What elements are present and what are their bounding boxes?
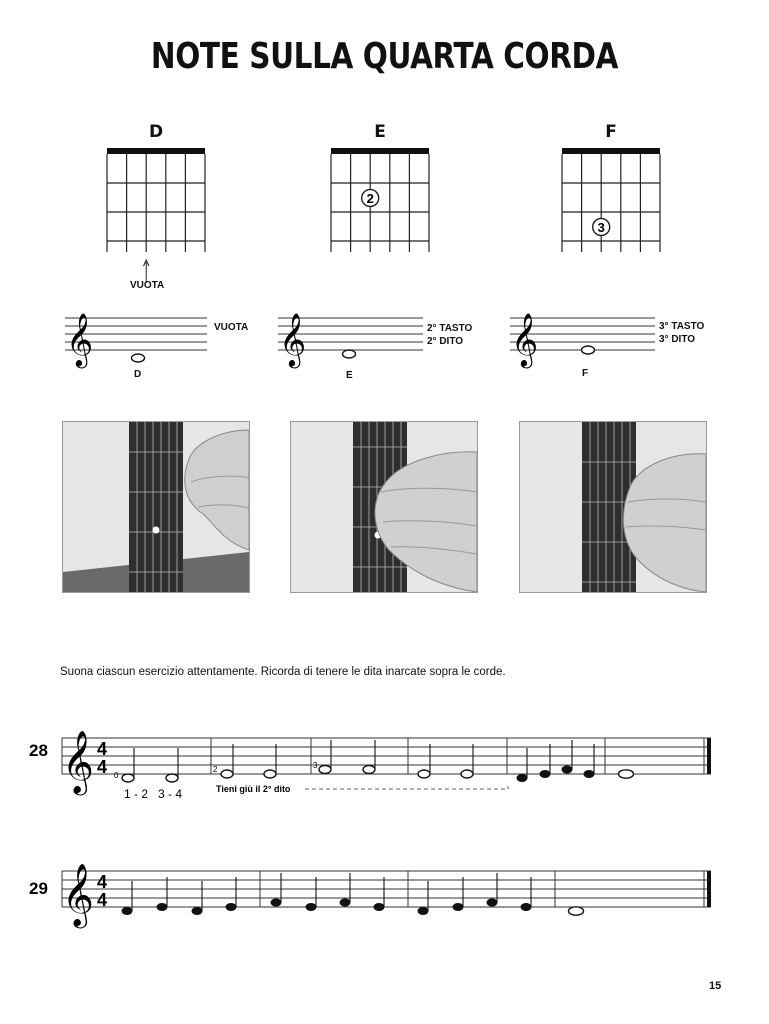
- note-head: [306, 903, 317, 911]
- finger-number: 3: [597, 220, 605, 235]
- note-head: [271, 899, 282, 907]
- treble-clef-icon: 𝄞: [62, 865, 94, 925]
- chord-diagrams: [0, 140, 769, 300]
- note-head: [453, 903, 464, 911]
- exercise-number: 29: [29, 879, 48, 898]
- treble-clef-icon: 𝄞: [62, 732, 94, 792]
- note-head: [132, 354, 145, 362]
- treble-clef-icon: 𝄞: [279, 313, 307, 365]
- note-head: [343, 350, 356, 358]
- note-head: [418, 907, 429, 915]
- staff-label-d: VUOTA: [214, 322, 249, 333]
- note-head: [166, 774, 178, 782]
- page-title: NOTE SULLA QUARTA CORDA: [150, 36, 619, 77]
- note-staves: [0, 310, 769, 390]
- note-head: [319, 766, 331, 774]
- note-head: [157, 903, 168, 911]
- hold-instruction: Tieni giù il 2° dito: [216, 784, 291, 794]
- exercise-29-staff: [0, 845, 769, 935]
- finger-mark-open: 0: [114, 771, 119, 780]
- exercise-28-staff: [0, 710, 769, 830]
- staff-label-f-fret: 3° TASTO: [659, 321, 705, 332]
- chord-diagram-d: [107, 148, 205, 283]
- photo-d-open-string: [62, 421, 250, 593]
- instructions-text: Suona ciascun esercizio attentamente. Ricorda di tenere le dita inarcate sopra le corde.: [60, 666, 506, 678]
- staff-d: [65, 313, 207, 368]
- note-head: [569, 907, 584, 915]
- note-name-d: D: [134, 369, 142, 380]
- note-head: [487, 899, 498, 907]
- note-head: [582, 346, 595, 354]
- treble-clef-icon: 𝄞: [66, 313, 94, 365]
- page-number: 15: [709, 980, 722, 992]
- note-head: [363, 766, 375, 774]
- note-head: [374, 903, 385, 911]
- time-signature-top: 4: [97, 872, 108, 892]
- note-head: [122, 907, 133, 915]
- exercise-number: 28: [29, 741, 48, 760]
- staff-f: [510, 313, 655, 368]
- time-signature-top: 4: [97, 739, 108, 759]
- chord-name-d: D: [148, 122, 164, 142]
- staff-e: [278, 313, 423, 368]
- note-head: [226, 903, 237, 911]
- chord-name-e: E: [374, 122, 386, 142]
- count-label: 1 - 2 3 - 4: [124, 787, 183, 801]
- time-signature-bottom: 4: [97, 890, 108, 910]
- photo-e-second-fret: [290, 421, 478, 593]
- note-head: [584, 770, 595, 778]
- finger-number: 2: [366, 191, 374, 206]
- finger-mark-3: 3: [313, 761, 318, 770]
- chord-diagram-f: [562, 148, 660, 252]
- note-name-f: F: [582, 368, 589, 379]
- note-head: [521, 903, 532, 911]
- note-head: [221, 770, 233, 778]
- open-string-label: VUOTA: [130, 280, 165, 291]
- photo-f-third-fret: [519, 421, 707, 593]
- note-head: [540, 770, 551, 778]
- note-head: [562, 766, 573, 774]
- staff-label-e-fret: 2° TASTO: [427, 323, 473, 334]
- chord-diagram-e: [331, 148, 429, 252]
- note-head: [340, 899, 351, 907]
- note-name-e: E: [346, 370, 353, 381]
- staff-label-f-finger: 3° DITO: [659, 334, 696, 345]
- chord-name-f: F: [605, 122, 617, 142]
- note-head: [192, 907, 203, 915]
- treble-clef-icon: 𝄞: [511, 313, 539, 365]
- note-head: [461, 770, 473, 778]
- note-head: [517, 774, 528, 782]
- staff-label-e-finger: 2° DITO: [427, 336, 464, 347]
- note-head: [264, 770, 276, 778]
- note-head: [619, 770, 634, 778]
- finger-mark-2: 2: [213, 765, 218, 774]
- note-head: [122, 774, 134, 782]
- time-signature-bottom: 4: [97, 757, 108, 777]
- note-head: [418, 770, 430, 778]
